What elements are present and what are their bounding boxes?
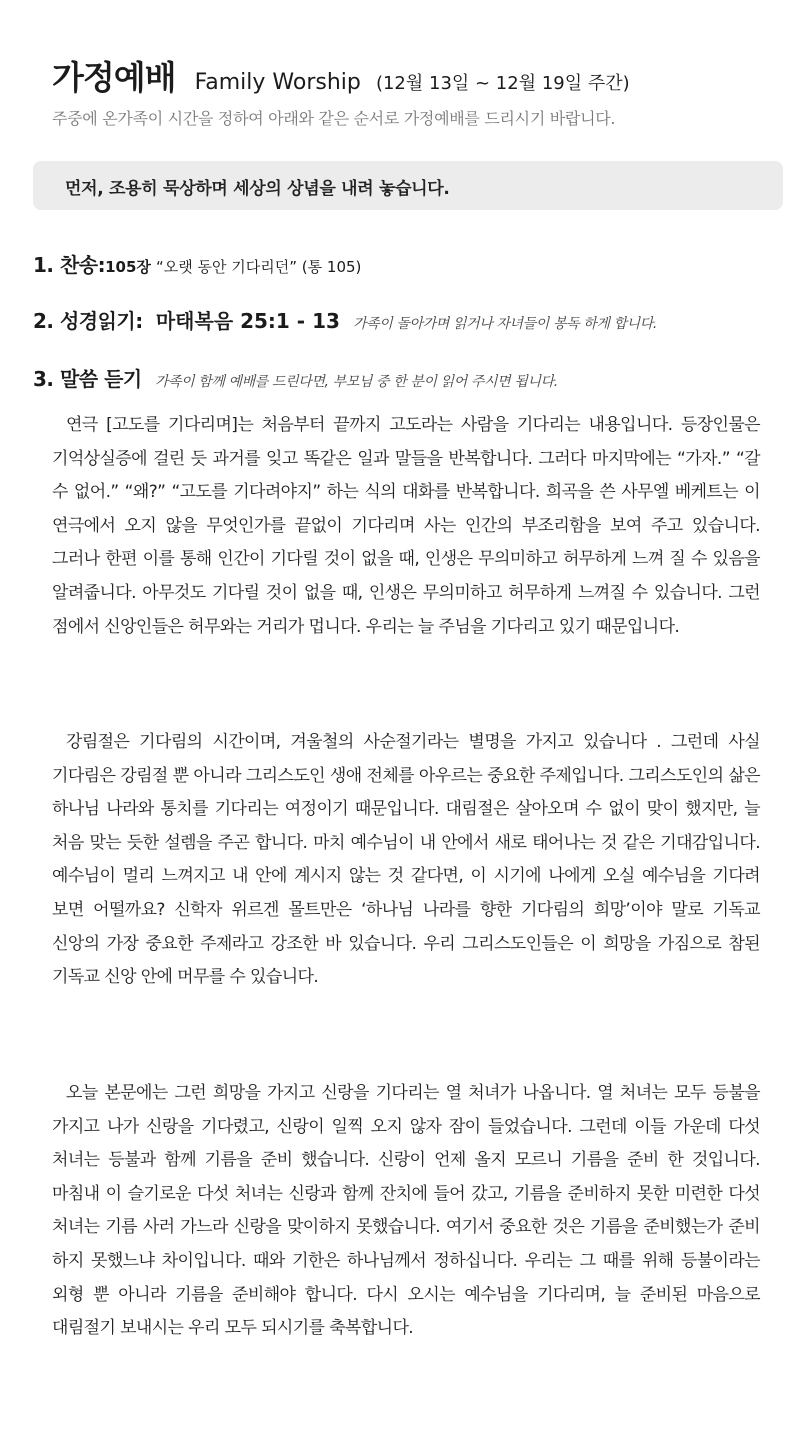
step-hymn-number: 105장 — [105, 258, 151, 276]
step-sermon-note: 가족이 함께 예배를 드린다면, 부모님 중 한 분이 읽어 주시면 됩니다. — [154, 374, 558, 390]
step-scripture — [33, 305, 657, 334]
sermon-paragraph-2: 강림절은 기다림의 시간이며, 겨울철의 사순절기라는 별명을 가지고 있습니다 . 그런데 사실 기다림은 강림절 뿐 아니라 그리스도인 생애 전체를 아우르는 중요한 주제입니다. 그리스도인의 삶은 하나님 나라와 통치를 기다리는 여정이기 때문입니다. 대림절은 살아오며 수 없이 맞이 했지만, 늘 처음 맞는 듯한 설렘을 주곤 합니다. 마치 예수님이 내 안에서 새로 태어나는 것 같은 기대감입니다. 예수님이 멀리 느껴지고 내 안에 계시지 않는 것 같다면, 이 시기에 나에게 오실 예수님을 기다려 보면 어떨까요? 신학자 위르겐 몰트만은 ‘하나님 나라를 향한 기다림의 희망’이야 말로 기독교 신앙의 가장 중요한 주제라고 강조한 바 있습니다. 우리 그리스도인들은 이 희망을 가짐으로 참된 기독교 신앙 안에 머무를 수 있습니다. — [52, 732, 760, 988]
step-scripture-note: 가족이 돌아가며 읽거나 자녀들이 봉독 하게 합니다. — [353, 316, 657, 332]
step-sermon-label: 3. 말씀 듣기 — [33, 367, 142, 391]
title-korean: 가정예배 — [52, 58, 176, 97]
notice-text: 먼저, 조용히 묵상하며 세상의 상념을 내려 놓습니다. — [65, 179, 450, 199]
step-hymn — [33, 249, 361, 278]
date-range: (12월 13일 ~ 12월 19일 주간) — [375, 73, 630, 94]
sermon-paragraph-1: 연극 [고도를 기다리며]는 처음부터 끝까지 고도라는 사람을 기다리는 내용입니다. 등장인물은 기억상실증에 걸린 듯 과거를 잊고 똑같은 일과 말들을 반복합니다. 그러다 마지막에는 “가자.” “갈 수 없어.” “왜?” “고도를 기다려야지” 하는 식의 대화를 반복합니다. 희곡을 쓴 사무엘 베케트는 이 연극에서 오지 않을 무엇인가를 끝없이 기다리며 사는 인간의 부조리함을 보여 주고 있습니다. 그러나 한편 이를 통해 인간이 기다릴 것이 없을 때, 인생은 무의미하고 허무하게 느껴 질 수 있음을 알려줍니다. 아무것도 기다릴 것이 없을 때, 인생은 무의미하고 허무하게 느껴질 수 있습니다. 그런 점에서 신앙인들은 허무와는 거리가 멉니다. 우리는 늘 주님을 기다리고 있기 때문입니다. — [52, 415, 760, 637]
sermon-paragraph-3: 오늘 본문에는 그런 희망을 가지고 신랑을 기다리는 열 처녀가 나옵니다. 열 처녀는 모두 등불을 가지고 나가 신랑을 기다렸고, 신랑이 일찍 오지 않자 잠이 들었습니다. 그런데 이들 가운데 다섯 처녀는 등불과 함께 기름을 준비 했습니다. 신랑이 언제 올지 모르니 기름을 준비 한 것입니다. 마침내 이 슬기로운 다섯 처녀는 신랑과 함께 잔치에 들어 갔고, 기름을 준비하지 못한 미련한 다섯 처녀는 기름 사러 가느라 신랑을 맞이하지 못했습니다. 여기서 중요한 것은 기름을 준비했는가 준비 하지 못했느냐 차이입니다. 때와 기한은 하나님께서 정하십니다. 우리는 그 때를 위해 등불이라는 외형 뿐 아니라 기름을 준비해야 합니다. 다시 오시는 예수님을 기다리며, 늘 준비된 마음으로 대림절기 보내시는 우리 모두 되시기를 축복합니다. — [52, 1083, 760, 1339]
step-scripture-label: 2. 성경읽기: — [33, 309, 143, 333]
title-english: Family Worship — [194, 70, 361, 95]
notice-box — [33, 161, 783, 210]
step-hymn-detail: “오랫 동안 기다리던” (통 105) — [156, 258, 362, 276]
scripture-reference: 마태복음 25:1 - 13 — [155, 309, 340, 333]
subtitle: 주중에 온가족이 시간을 정하여 아래와 같은 순서로 가정예배를 드리시기 바랍니다. — [52, 109, 616, 128]
step-hymn-label: 1. 찬송: — [33, 253, 106, 277]
step-sermon — [33, 363, 558, 392]
page-title — [52, 52, 630, 99]
